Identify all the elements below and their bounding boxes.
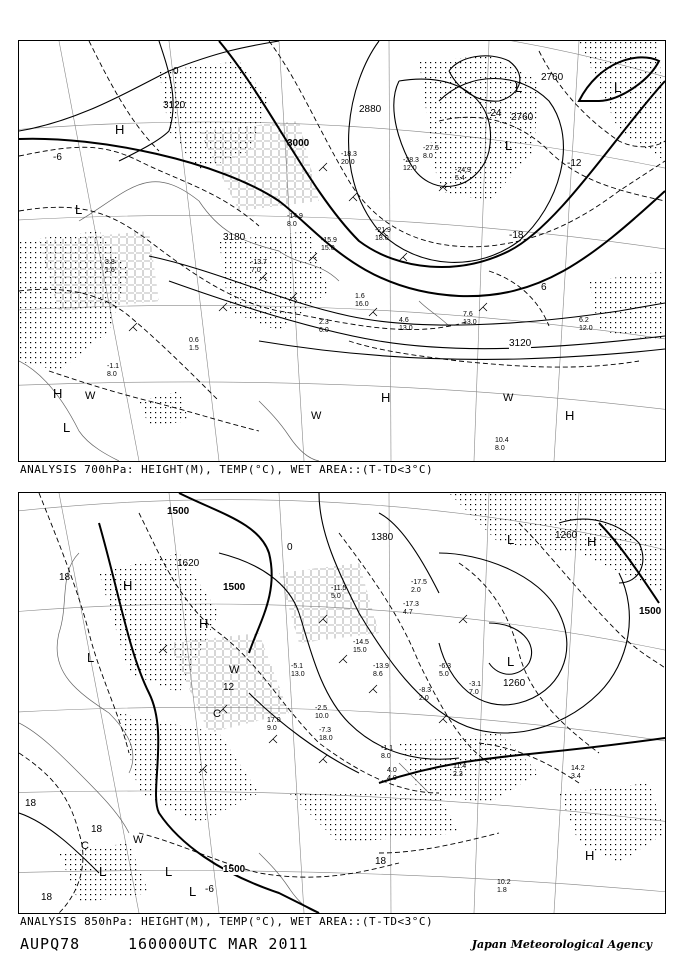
station-obs: -11.5 5.0 — [331, 585, 347, 600]
pressure-center-label: H — [587, 534, 597, 549]
station-obs: -14.9 8.0 — [287, 213, 303, 228]
pressure-center-label: L — [189, 884, 197, 899]
contour-label: 3120 — [163, 100, 186, 111]
isotherm-label: 18 — [41, 892, 53, 903]
contour-label: 1500 — [223, 864, 246, 875]
height-contours-thick — [99, 493, 665, 913]
warm-symbol: W — [311, 410, 322, 422]
isotherm-label: 6 — [541, 282, 547, 293]
pressure-center-label: H — [565, 408, 575, 423]
station-obs: -27.5 8.0 — [423, 145, 439, 160]
contour-label: 1500 — [167, 506, 190, 517]
station-obs: 0.6 1.5 — [189, 337, 199, 352]
isotherm-label — [513, 533, 527, 543]
isotherm-label: 18 — [59, 572, 71, 583]
station-obs: -28.3 12.0 — [403, 157, 419, 172]
isotherm-label: 0 — [173, 66, 179, 77]
pressure-center-label: H — [199, 616, 209, 631]
isotherm-label: 18 — [25, 798, 37, 809]
pressure-center-label: L — [515, 80, 523, 95]
agency-name: Japan Meteorological Agency — [471, 938, 652, 951]
contour-label: 1620 — [177, 558, 200, 569]
station-obs: -14.5 15.0 — [353, 639, 369, 654]
pressure-center-label: H — [381, 390, 391, 405]
pressure-center-label — [117, 579, 124, 592]
station-obs: -18.3 20.0 — [341, 151, 357, 166]
station-obs: 4.6 13.0 — [399, 317, 413, 332]
isotherm-label: -6 — [205, 884, 214, 895]
station-obs: 11.4 2.3 — [453, 763, 467, 778]
pressure-center-label: L — [505, 138, 513, 153]
contour-label: 1260 — [503, 678, 526, 689]
contour-label: 1500 — [223, 582, 246, 593]
pressure-center-label: H — [115, 122, 125, 137]
isotherm-label: 18 — [91, 824, 103, 835]
pressure-center-label: L — [614, 80, 622, 95]
panel-caption-850hpa: ANALYSIS 850hPa: HEIGHT(M), TEMP(°C), WET AREA::(T-TD<3°C) — [20, 915, 434, 928]
pressure-center-label: L — [507, 532, 515, 547]
panel-caption-700hpa: ANALYSIS 700hPa: HEIGHT(M), TEMP(°C), WET AREA::(T-TD<3°C) — [20, 463, 434, 476]
station-obs: -1.1 8.0 — [381, 745, 394, 760]
contour-label: 3120 — [509, 338, 532, 349]
station-obs: -8.3 2.0 — [419, 687, 432, 702]
isotherm-label: 12 — [223, 682, 235, 693]
isotherm-label: -18 — [509, 230, 524, 241]
cold-symbol: C — [213, 708, 221, 720]
station-obs: 7.6 13.0 — [463, 311, 477, 326]
station-obs: 3.8 1.6 — [105, 259, 115, 274]
warm-symbol: W — [503, 392, 514, 404]
station-obs: 10.2 1.8 — [497, 879, 511, 894]
station-obs: -17.5 2.0 — [411, 579, 427, 594]
map-panel-850hpa — [18, 492, 666, 914]
contour-label: 3000 — [287, 138, 310, 149]
station-obs: 14.2 3.4 — [571, 765, 585, 780]
station-obs: -6.3 5.0 — [439, 663, 452, 678]
map-700-linework — [19, 41, 665, 461]
station-obs: -13.7 7.0 — [251, 259, 267, 274]
pressure-center-label: L — [63, 420, 71, 435]
station-obs: -15.9 15.0 — [321, 237, 337, 252]
station-obs: 1.6 16.0 — [355, 293, 369, 308]
contour-label: 2880 — [359, 104, 382, 115]
isotherm-label: 18 — [375, 856, 387, 867]
station-obs: 10.4 8.0 — [495, 437, 509, 452]
pressure-center-label: H — [53, 386, 63, 401]
isotherm-label: 0 — [287, 542, 293, 553]
contour-label: 2760 — [541, 72, 564, 83]
pressure-center-label: L — [87, 650, 95, 665]
cold-symbol: C — [81, 840, 89, 852]
contour-label: 2760 — [511, 112, 534, 123]
warm-symbol: W — [229, 664, 240, 676]
pressure-center-label: L — [99, 864, 107, 879]
contour-label: 3180 — [223, 232, 246, 243]
wet-areas — [59, 493, 665, 903]
pressure-center-label: L — [165, 864, 173, 879]
map-850-linework — [19, 493, 665, 913]
pressure-center-label: H — [123, 578, 133, 593]
contour-label: 1500 — [639, 606, 662, 617]
station-obs: 17.0 9.0 — [267, 717, 281, 732]
pressure-center-label: L — [507, 654, 515, 669]
pressure-center-label: H — [585, 848, 595, 863]
contour-label: 1260 — [555, 530, 578, 541]
warm-symbol: W — [133, 834, 144, 846]
station-obs: -1.1 8.0 — [107, 363, 120, 378]
contour-label: 1380 — [371, 532, 394, 543]
station-obs: -13.9 8.6 — [373, 663, 389, 678]
station-obs: -21.9 18.0 — [375, 227, 391, 242]
station-obs: -24.9 5.4 — [455, 167, 471, 182]
station-obs: -5.1 13.0 — [291, 663, 305, 678]
map-panel-700hpa — [18, 40, 666, 462]
chart-code: AUPQ78 — [20, 935, 81, 953]
station-obs: -2.5 10.0 — [315, 705, 329, 720]
warm-symbol: W — [85, 390, 96, 402]
station-obs: -17.3 4.7 — [403, 601, 419, 616]
isotherm-label: -12 — [567, 158, 582, 169]
pressure-center-label: L — [75, 202, 83, 217]
isotherm-label: -6 — [53, 152, 62, 163]
station-obs: -3.1 7.0 — [469, 681, 482, 696]
isotherm-label: -24 — [487, 108, 502, 119]
station-obs: -7.3 18.0 — [319, 727, 333, 742]
valid-time: 160000UTC MAR 2011 — [128, 935, 309, 953]
station-obs: 4.0 4.0 — [387, 767, 397, 782]
station-obs: 2.3 6.0 — [319, 319, 329, 334]
station-obs: 6.2 12.0 — [579, 317, 593, 332]
